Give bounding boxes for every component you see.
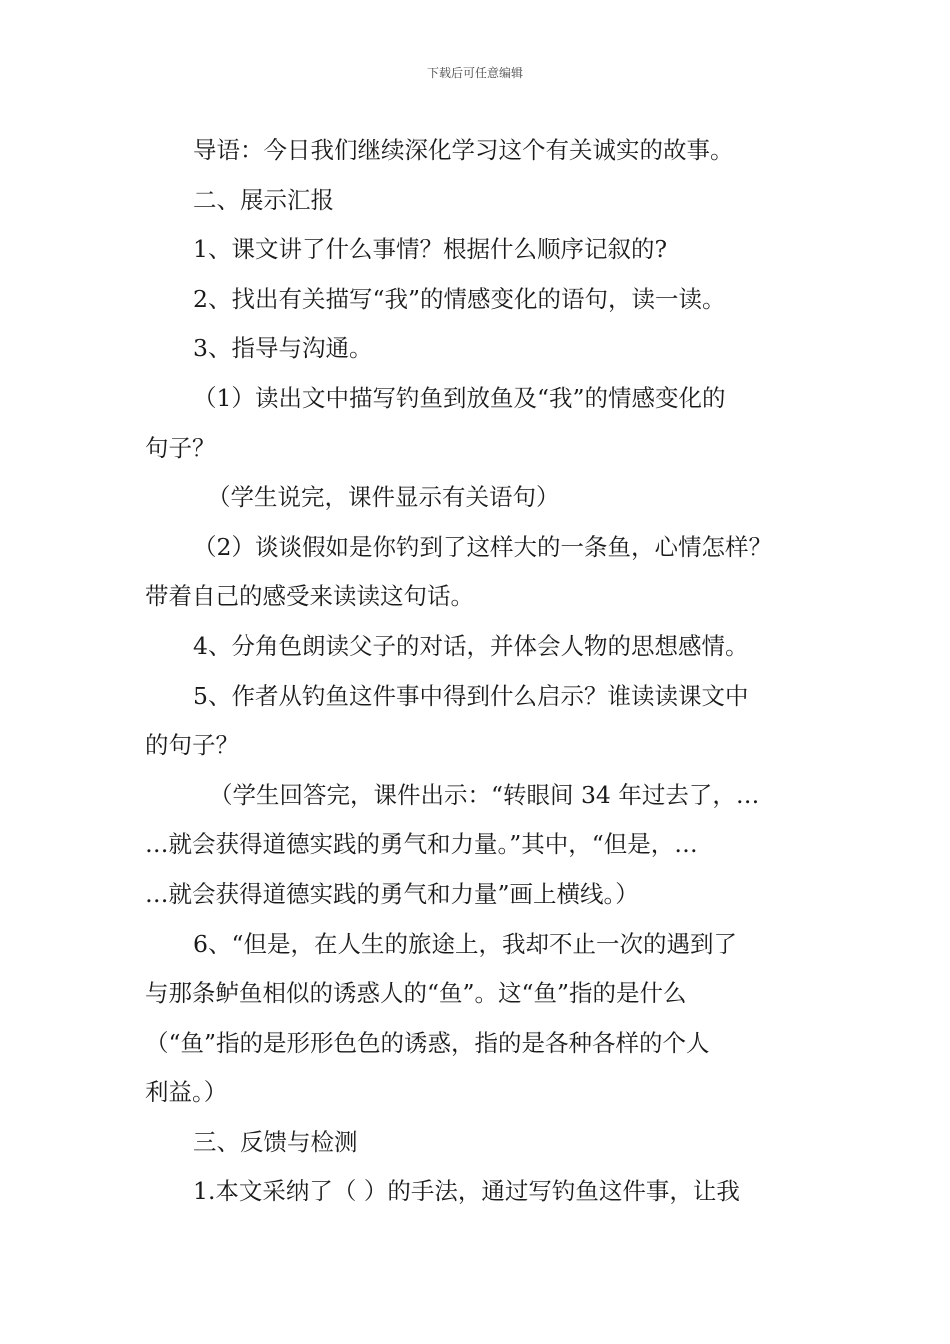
document-body	[145, 126, 825, 1217]
text-line: 6、“但是，在人生的旅途上，我却不止一次的遇到了	[193, 929, 737, 958]
text-line: 5、作者从钓鱼这件事中得到什么启示？谁读读课文中	[193, 681, 749, 710]
text-line: 二、展示汇报	[193, 185, 334, 214]
text-line: 4、分角色朗读父子的对话，并体会人物的思想感情。	[193, 631, 749, 660]
text-line: 2、找出有关描写“我”的情感变化的语句，读一读。	[193, 284, 726, 313]
text-line: （学生说完，课件显示有关语句）	[207, 483, 560, 512]
text-line: 与那条鲈鱼相似的诱惑人的“鱼”。这“鱼”指的是什么	[145, 979, 687, 1008]
text-line: （“鱼”指的是形形色色的诱惑，指的是各种各样的个人	[145, 1028, 710, 1057]
page-header-note: 下载后可任意编辑	[426, 66, 523, 80]
text-line: 带着自己的感受来读读这句话。	[145, 582, 474, 611]
text-line: （学生回答完，课件出示：“转眼间 34 年过去了，…	[209, 780, 760, 809]
text-line: 3、指导与沟通。	[193, 334, 373, 363]
text-line: 三、反馈与检测	[193, 1127, 358, 1156]
text-line: （1）读出文中描写钓鱼到放鱼及“我”的情感变化的	[193, 383, 726, 412]
text-line: 句子？	[145, 433, 216, 462]
text-line: （2）谈谈假如是你钓到了这样大的一条鱼，心情怎样？	[193, 532, 772, 561]
text-line: …就会获得道德实践的勇气和力量。”其中，“但是，…	[145, 830, 698, 859]
text-line: 1.本文采纳了（ ）的手法，通过写钓鱼这件事，让我	[193, 1177, 740, 1206]
text-line: 导语：今日我们继续深化学习这个有关诚实的故事。	[193, 136, 734, 164]
text-line: …就会获得道德实践的勇气和力量”画上横线。）	[145, 879, 639, 908]
text-line: 1、课文讲了什么事情？根据什么顺序记叙的?	[193, 235, 668, 264]
text-line: 利益。）	[145, 1078, 228, 1107]
text-line: 的句子？	[145, 731, 239, 760]
